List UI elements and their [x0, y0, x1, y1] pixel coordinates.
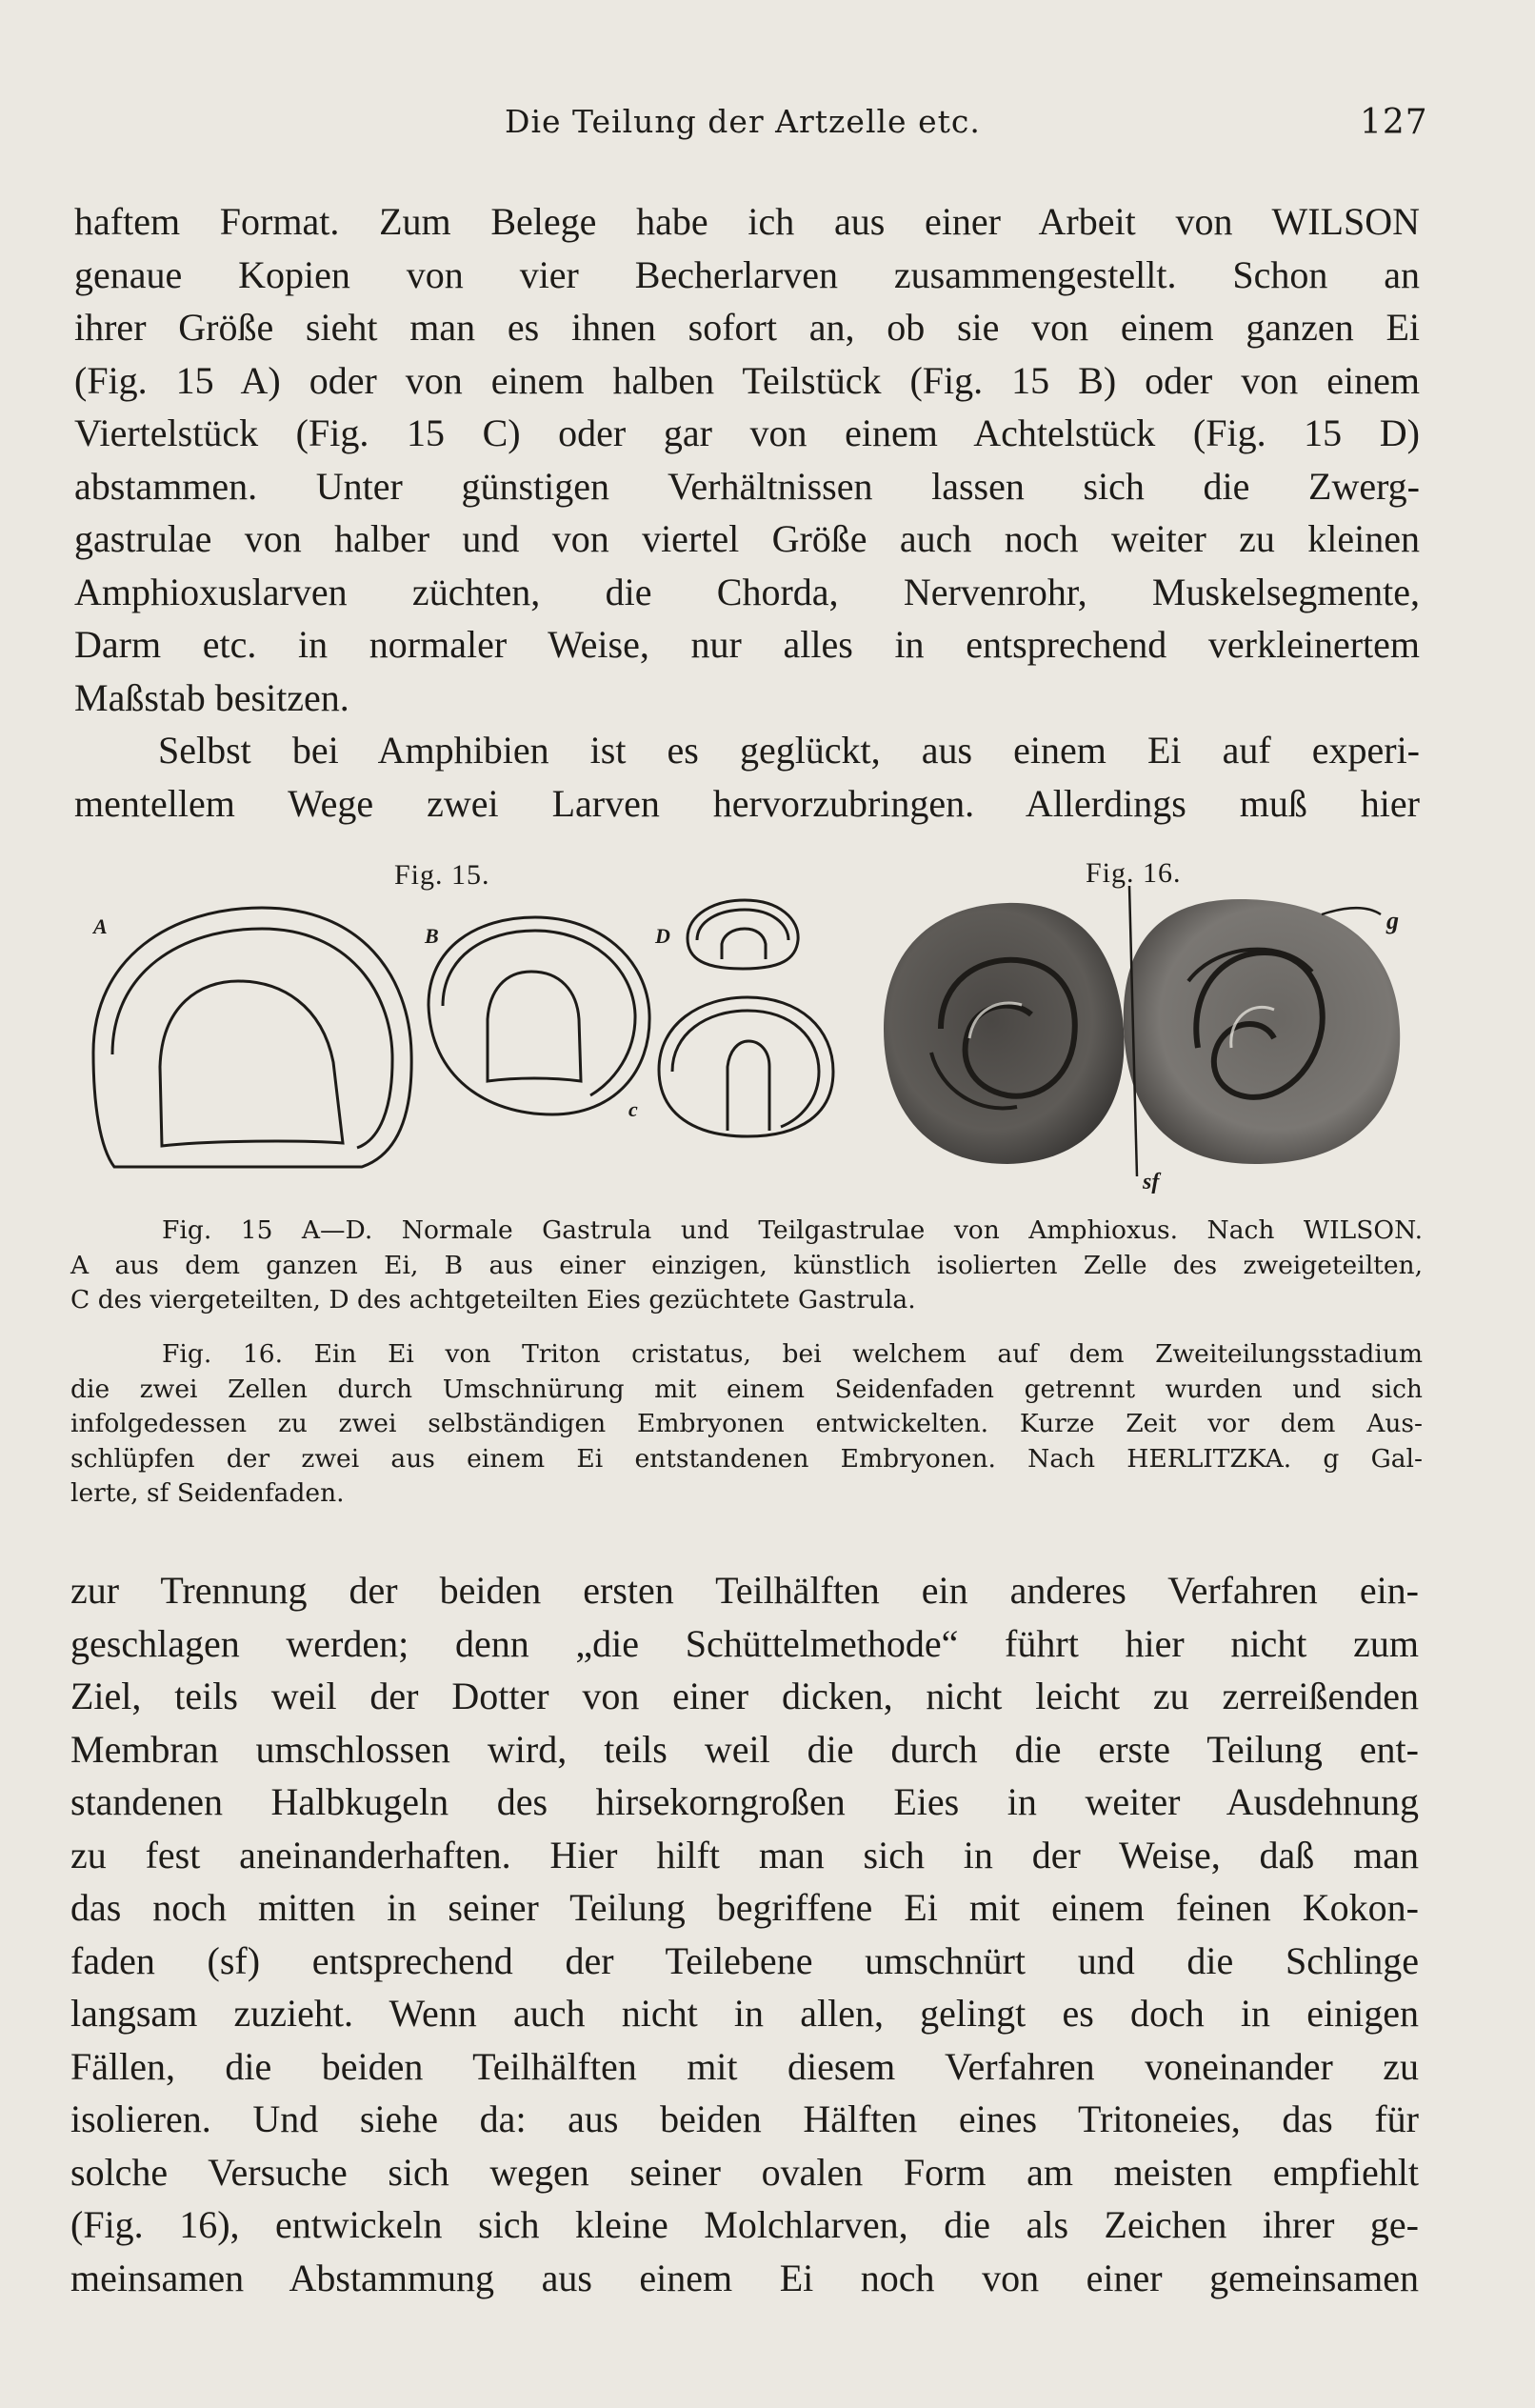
fig16-triton-egg-drawing	[874, 886, 1407, 1181]
egg-left-half	[884, 903, 1125, 1164]
text-line: haftem Format. Zum Belege habe ich aus einer Arbeit von WILSON	[74, 200, 1420, 243]
fig16-label: Fig. 16.	[1086, 857, 1182, 889]
fig15-label: Fig. 15.	[394, 859, 490, 891]
figure-area	[0, 848, 1535, 1229]
caption-line: die zwei Zellen durch Umschnürung mit einem Seidenfaden getrennt wurden und sich	[70, 1374, 1423, 1404]
text-line: genaue Kopien von vier Becherlarven zusammengestellt. Schon an	[74, 252, 1420, 296]
gastrula-b-outer	[429, 917, 649, 1114]
text-line: langsam zuzieht. Wenn auch nicht in allen, gelingt es doch in einigen	[70, 1992, 1419, 2035]
gastrula-c-outer	[659, 997, 833, 1136]
gastrula-b-archenteron	[488, 972, 581, 1081]
panel-label-a: A	[93, 914, 108, 938]
text-line: Ziel, teils weil der Dotter von einer dicken, nicht leicht zu zerreißenden	[70, 1675, 1419, 1717]
panel-label-b: B	[425, 924, 439, 948]
text-line: Selbst bei Amphibien ist es geglückt, aus einem Ei auf experi-	[158, 729, 1420, 772]
text-line: Darm etc. in normaler Weise, nur alles in entsprechend verkleinertem	[74, 623, 1420, 666]
caption-line: C des viergeteilten, D des achtgeteilten Eies gezüchtete Gastrula.	[70, 1285, 916, 1314]
panel-label-d: D	[655, 924, 670, 948]
text-line: (Fig. 15 A) oder von einem halben Teilstück (Fig. 15 B) oder von einem	[74, 358, 1420, 402]
gastrula-a-archenteron	[160, 981, 343, 1146]
text-line: zur Trennung der beiden ersten Teilhälften ein anderes Verfahren ein-	[70, 1569, 1419, 1612]
caption-line: infolgedessen zu zwei selbständigen Embryonen entwickelten. Kurze Zeit vor dem Aus-	[70, 1409, 1423, 1438]
egg-right-half	[1124, 899, 1400, 1164]
gastrula-a-outer	[93, 908, 411, 1167]
text-line: (Fig. 16), entwickeln sich kleine Molchlarven, die als Zeichen ihrer ge-	[70, 2203, 1419, 2246]
running-head	[0, 103, 1535, 141]
label-g: g	[1386, 907, 1399, 934]
text-line: meinsamen Abstammung aus einem Ei noch von einer gemeinsamen	[70, 2256, 1419, 2299]
text-line: ihrer Größe sieht man es ihnen sofort an, ob sie von einem ganzen Ei	[74, 306, 1420, 349]
gastrula-d-inner	[697, 910, 788, 959]
text-line: geschlagen werden; denn „die Schüttelmethode“ führt hier nicht zum	[70, 1621, 1419, 1665]
text-line: mentellem Wege zwei Larven hervorzubringen. Allerdings muß hier	[74, 781, 1420, 825]
text-line: Membran umschlossen wird, teils weil die durch die erste Teilung ent-	[70, 1727, 1419, 1771]
body-text-top	[74, 195, 1420, 830]
caption-fig15	[70, 1214, 1423, 1318]
text-line: Fällen, die beiden Teilhälften mit diesem Verfahren voneinander zu	[70, 2044, 1419, 2088]
fig15-gastrula-drawings	[76, 891, 838, 1205]
label-sf: sf	[1143, 1170, 1160, 1194]
gastrula-b-inner-wall	[443, 931, 635, 1095]
caption-fig16	[70, 1337, 1423, 1512]
text-line: Amphioxuslarven züchten, die Chorda, Nervenrohr, Muskelsegmente,	[74, 570, 1420, 613]
caption-line: lerte, sf Seidenfaden.	[70, 1478, 345, 1508]
caption-line: schlüpfen der zwei aus einem Ei entstandenen Embryonen. Nach HERLITZKA. g Gal-	[70, 1443, 1423, 1474]
caption-line: Fig. 16. Ein Ei von Triton cristatus, bei welchem auf dem Zweiteilungsstadium	[162, 1339, 1423, 1369]
text-line: zu fest aneinanderhaften. Hier hilft man sich in der Weise, daß man	[70, 1833, 1419, 1876]
body-text-bottom	[70, 1564, 1419, 2304]
panel-label-c: c	[628, 1097, 638, 1121]
gastrula-c-inner	[672, 1011, 819, 1131]
page-number: 127	[1360, 103, 1428, 142]
caption-line: A aus dem ganzen Ei, B aus einer einzigen, künstlich isolierten Zelle des zweigeteilten,	[70, 1250, 1423, 1280]
text-line: das noch mitten in seiner Teilung begriffene Ei mit einem feinen Kokon-	[70, 1886, 1419, 1929]
text-line: abstammen. Unter günstigen Verhältnissen lassen sich die Zwerg-	[74, 464, 1420, 508]
text-line: Maßstab besitzen.	[74, 675, 349, 719]
gallerte-pointer	[1322, 908, 1381, 914]
text-line: gastrulae von halber und von viertel Größe auch noch weiter zu kleinen	[74, 517, 1420, 560]
text-line: Viertelstück (Fig. 15 C) oder gar von einem Achtelstück (Fig. 15 D)	[74, 411, 1420, 454]
caption-line: Fig. 15 A—D. Normale Gastrula und Teilgastrulae von Amphioxus. Nach WILSON.	[162, 1215, 1423, 1245]
gastrula-a-inner-wall	[112, 929, 392, 1148]
text-line: isolieren. Und siehe da: aus beiden Hälften eines Tritoneies, das für	[70, 2097, 1419, 2140]
running-title: Die Teilung der Artzelle etc.	[505, 103, 981, 140]
text-line: solche Versuche sich wegen seiner ovalen Form am meisten empfiehlt	[70, 2150, 1419, 2194]
text-line: standenen Halbkugeln des hirsekorngroßen Eies in weiter Ausdehnung	[70, 1780, 1419, 1823]
text-line: faden (sf) entsprechend der Teilebene umschnürt und die Schlinge	[70, 1938, 1419, 1982]
